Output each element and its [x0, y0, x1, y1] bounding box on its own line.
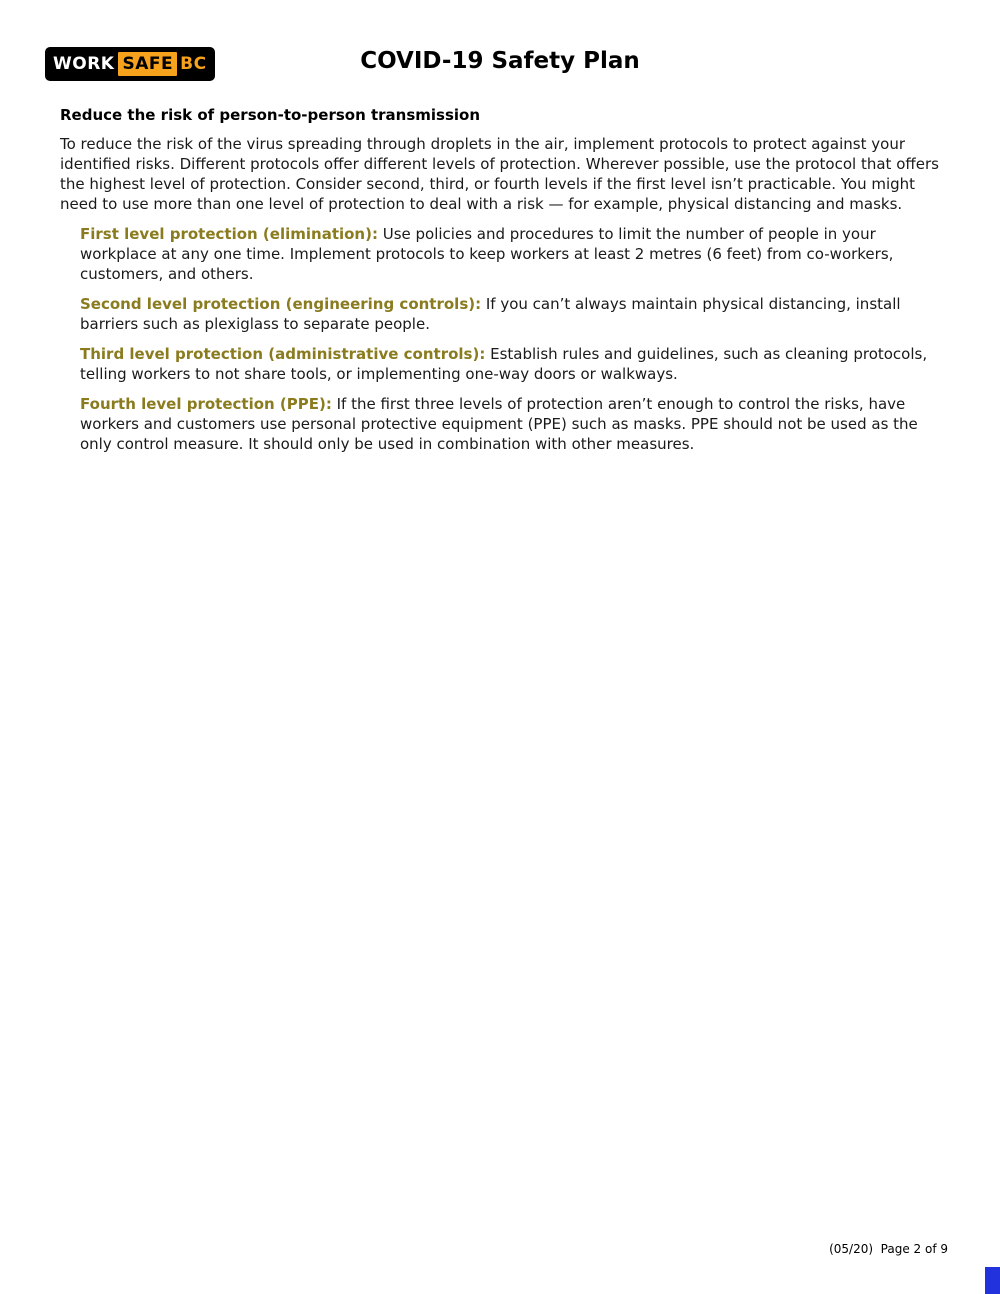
protection-level-item-second [80, 294, 950, 334]
protection-level-label: First level protection (elimination): [80, 225, 378, 243]
protection-level-text: Establish rules and guidelines, such as cleaning protocols, telling workers to not share tools, or implementing one-way doors or walkways. [80, 345, 928, 383]
protection-level-item-third [80, 344, 950, 384]
page-title: COVID-19 Safety Plan [360, 48, 640, 74]
protection-level-text: If the first three levels of protection aren’t enough to control the risks, have workers and customers use personal protective equipment (PPE) such as masks. PPE should not be used as the only control measure. It should only be used in combination with other measures. [80, 395, 918, 453]
protection-level-item-first [80, 224, 950, 284]
logo-bc-text: BC [180, 54, 207, 74]
protection-level-text: If you can’t always maintain physical distancing, install barriers such as plexiglass to separate people. [80, 295, 901, 333]
protection-level-text: Use policies and procedures to limit the number of people in your workplace at any one time. Implement protocols to keep workers at least 2 metres (6 feet) from co-workers, customers, and others. [80, 225, 894, 283]
protection-level-item-fourth [80, 394, 950, 454]
blue-edge-artifact [985, 1267, 1000, 1294]
page-footer: (05/20) Page 2 of 9 [829, 1242, 948, 1256]
document-body [60, 105, 950, 464]
protection-level-label: Second level protection (engineering controls): [80, 295, 482, 313]
logo-safe-text: SAFE [118, 52, 177, 76]
section-heading: Reduce the risk of person-to-person transmission [60, 106, 481, 124]
document-header [0, 0, 1000, 95]
logo-work-text: WORK [53, 54, 115, 74]
protection-level-label: Third level protection (administrative controls): [80, 345, 486, 363]
protection-level-label: Fourth level protection (PPE): [80, 395, 332, 413]
intro-paragraph: To reduce the risk of the virus spreading through droplets in the air, implement protocols to protect against your identified risks. Different protocols offer different levels of protection. Wherever possible, use the protocol that offers the highest level of protection. Consider second, third, or fourth levels if the first level isn’t practicable. You might need to use more than one level of protection to deal with a risk — for example, physical distancing and masks. [60, 135, 939, 213]
